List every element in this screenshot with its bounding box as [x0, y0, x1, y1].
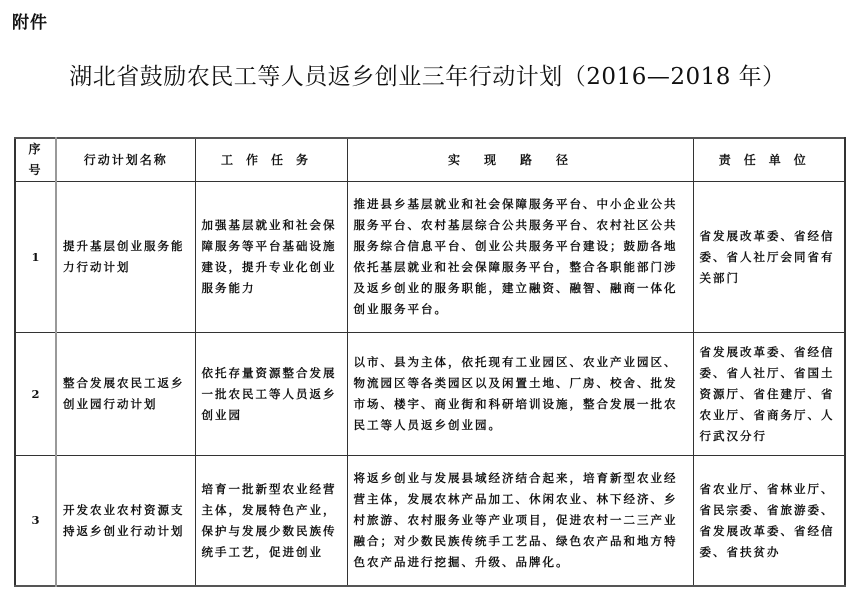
cell-tasks: 培育一批新型农业经营主体，发展特色产业，保护与发展少数民族传统手工艺，促进创业 [195, 456, 347, 587]
action-plan-table [14, 137, 846, 587]
document-title: 湖北省鼓励农民工等人员返乡创业三年行动计划（2016—2018 年） [69, 64, 786, 90]
cell-tasks: 加强基层就业和社会保障服务等平台基础设施建设，提升专业化创业服务能力 [195, 182, 347, 333]
cell-no: 1 [15, 182, 56, 333]
cell-path: 以市、县为主体，依托现有工业园区、农业产业园区、物流园区等各类园区以及闲置土地、厂房、校舍、批发市场、楼宇、商业街和科研培训设施，整合发展一批农民工等人员返乡创业园。 [347, 333, 693, 456]
cell-plan-name: 提升基层创业服务能力行动计划 [56, 182, 195, 333]
cell-path: 将返乡创业与发展县域经济结合起来，培育新型农业经营主体，发展农林产品加工、休闲农业、林下经济、乡村旅游、农村服务业等产业项目，促进农村一二三产业融合；对少数民族传统手工艺品、绿色农产品和地方特色农产品进行挖掘、升级、品牌化。 [347, 456, 693, 587]
table-row [15, 456, 845, 587]
cell-no: 2 [15, 333, 56, 456]
cell-responsible: 省发展改革委、省经信委、省人社厅、省国土资源厅、省住建厅、省农业厅、省商务厅、人行武汉分行 [693, 333, 845, 456]
table-row [15, 182, 845, 333]
header-tasks: 工作任务 [195, 138, 347, 182]
header-no: 序号 [15, 138, 56, 182]
header-responsible: 责任单位 [693, 138, 845, 182]
cell-plan-name: 开发农业农村资源支持返乡创业行动计划 [56, 456, 195, 587]
cell-no: 3 [15, 456, 56, 587]
header-plan-name: 行动计划名称 [56, 138, 195, 182]
cell-responsible: 省发展改革委、省经信委、省人社厅会同省有关部门 [693, 182, 845, 333]
cell-plan-name: 整合发展农民工返乡创业园行动计划 [56, 333, 195, 456]
header-path: 实现路径 [347, 138, 693, 182]
table-row [15, 333, 845, 456]
cell-responsible: 省农业厅、省林业厅、省民宗委、省旅游委、省发展改革委、省经信委、省扶贫办 [693, 456, 845, 587]
cell-path: 推进县乡基层就业和社会保障服务平台、中小企业公共服务平台、农村基层综合公共服务平台、农村社区公共服务综合信息平台、创业公共服务平台建设；鼓励各地依托基层就业和社会保障服务平台，整合各职能部门涉及返乡创业的服务职能，建立融资、融智、融商一体化创业服务平台。 [347, 182, 693, 333]
cell-tasks: 依托存量资源整合发展一批农民工等人员返乡创业园 [195, 333, 347, 456]
table-header-row [15, 138, 845, 182]
attachment-label: 附件 [12, 13, 48, 33]
